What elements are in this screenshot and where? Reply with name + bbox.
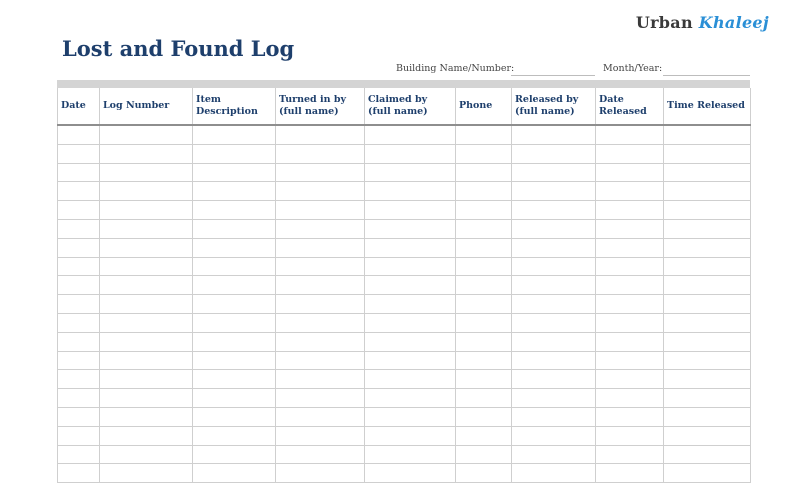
table-cell[interactable]	[365, 426, 456, 445]
table-cell[interactable]	[58, 257, 100, 276]
table-cell[interactable]	[664, 257, 751, 276]
table-cell[interactable]	[365, 125, 456, 144]
table-cell[interactable]	[276, 445, 365, 464]
table-row	[58, 407, 751, 426]
table-row	[58, 163, 751, 182]
table-cell[interactable]	[365, 257, 456, 276]
table-cell[interactable]	[365, 332, 456, 351]
table-cell[interactable]	[664, 219, 751, 238]
table-cell[interactable]	[512, 370, 596, 389]
table-cell[interactable]	[193, 257, 276, 276]
table-cell[interactable]	[456, 276, 512, 295]
table-cell[interactable]	[664, 238, 751, 257]
table-cell[interactable]	[100, 125, 193, 144]
table-cell[interactable]	[456, 295, 512, 314]
table-cell[interactable]	[58, 389, 100, 408]
table-cell[interactable]	[193, 201, 276, 220]
table-row	[58, 389, 751, 408]
table-cell[interactable]	[193, 445, 276, 464]
table-cell[interactable]	[456, 313, 512, 332]
table-cell[interactable]	[58, 426, 100, 445]
table-cell[interactable]	[58, 313, 100, 332]
table-cell[interactable]	[276, 332, 365, 351]
table-row	[58, 238, 751, 257]
table-cell[interactable]	[100, 276, 193, 295]
table-cell[interactable]	[664, 389, 751, 408]
table-cell[interactable]	[596, 351, 664, 370]
table-cell[interactable]	[276, 238, 365, 257]
table-cell[interactable]	[276, 389, 365, 408]
table-cell[interactable]	[193, 144, 276, 163]
table-cell[interactable]	[512, 201, 596, 220]
table-row	[58, 295, 751, 314]
header-bar	[57, 80, 750, 88]
table-cell[interactable]	[664, 295, 751, 314]
table-cell[interactable]	[456, 219, 512, 238]
table-cell[interactable]	[100, 295, 193, 314]
table-cell[interactable]	[100, 144, 193, 163]
table-cell[interactable]	[58, 219, 100, 238]
table-cell[interactable]	[193, 219, 276, 238]
month-year-field[interactable]	[663, 75, 750, 76]
table-cell[interactable]	[512, 426, 596, 445]
table-row	[58, 219, 751, 238]
table-cell[interactable]	[512, 144, 596, 163]
table-cell[interactable]	[664, 163, 751, 182]
table-cell[interactable]	[512, 276, 596, 295]
table-cell[interactable]	[512, 389, 596, 408]
table-cell[interactable]	[365, 144, 456, 163]
table-cell[interactable]	[365, 313, 456, 332]
table-cell[interactable]	[664, 125, 751, 144]
table-cell[interactable]	[58, 125, 100, 144]
table-cell[interactable]	[456, 257, 512, 276]
table-cell[interactable]	[193, 351, 276, 370]
table-cell[interactable]	[100, 332, 193, 351]
table-cell[interactable]	[100, 351, 193, 370]
table-row	[58, 370, 751, 389]
table-cell[interactable]	[456, 464, 512, 483]
table-row	[58, 464, 751, 483]
table-cell[interactable]	[512, 125, 596, 144]
brand-logo	[636, 13, 769, 32]
column-header-date: Date	[58, 88, 100, 125]
table-cell[interactable]	[193, 276, 276, 295]
table-cell[interactable]	[276, 426, 365, 445]
table-cell[interactable]	[596, 163, 664, 182]
table-cell[interactable]	[58, 144, 100, 163]
table-cell[interactable]	[100, 257, 193, 276]
table-cell[interactable]	[100, 464, 193, 483]
column-header-released-by: Released by (full name)	[512, 88, 596, 125]
table-row	[58, 257, 751, 276]
table-cell[interactable]	[664, 276, 751, 295]
table-cell[interactable]	[276, 276, 365, 295]
table-cell[interactable]	[512, 163, 596, 182]
table-cell[interactable]	[596, 464, 664, 483]
table-cell[interactable]	[456, 238, 512, 257]
table-cell[interactable]	[512, 238, 596, 257]
table-cell[interactable]	[193, 238, 276, 257]
table-cell[interactable]	[596, 182, 664, 201]
month-year-label: Month/Year:	[603, 63, 663, 74]
table-row	[58, 351, 751, 370]
table-cell[interactable]	[100, 219, 193, 238]
table-cell[interactable]	[664, 370, 751, 389]
table-cell[interactable]	[365, 182, 456, 201]
table-cell[interactable]	[58, 201, 100, 220]
table-row	[58, 332, 751, 351]
table-cell[interactable]	[456, 351, 512, 370]
table-cell[interactable]	[512, 351, 596, 370]
table-cell[interactable]	[276, 370, 365, 389]
table-cell[interactable]	[100, 313, 193, 332]
table-row	[58, 426, 751, 445]
table-cell[interactable]	[58, 370, 100, 389]
column-header-date-released: Date Released	[596, 88, 664, 125]
table-cell[interactable]	[365, 295, 456, 314]
table-cell[interactable]	[193, 313, 276, 332]
table-cell[interactable]	[596, 445, 664, 464]
table-cell[interactable]	[456, 201, 512, 220]
table-cell[interactable]	[365, 389, 456, 408]
building-label: Building Name/Number:	[396, 63, 515, 74]
table-cell[interactable]	[276, 407, 365, 426]
table-cell[interactable]	[276, 144, 365, 163]
table-row	[58, 182, 751, 201]
table-cell[interactable]	[664, 464, 751, 483]
logo-urban-text: Urban	[635, 13, 693, 32]
table-cell[interactable]	[596, 276, 664, 295]
table-cell[interactable]	[100, 407, 193, 426]
table-cell[interactable]	[456, 125, 512, 144]
table-cell[interactable]	[100, 370, 193, 389]
table-cell[interactable]	[596, 370, 664, 389]
building-field[interactable]	[511, 75, 595, 76]
table-cell[interactable]	[276, 351, 365, 370]
table-cell[interactable]	[58, 182, 100, 201]
table-cell[interactable]	[58, 351, 100, 370]
table-row	[58, 125, 751, 144]
table-cell[interactable]	[276, 182, 365, 201]
table-cell[interactable]	[512, 464, 596, 483]
column-header-turned-in-by: Turned in by (full name)	[276, 88, 365, 125]
table-cell[interactable]	[596, 257, 664, 276]
table-row	[58, 144, 751, 163]
table-cell[interactable]	[193, 332, 276, 351]
table-cell[interactable]	[664, 426, 751, 445]
table-cell[interactable]	[365, 351, 456, 370]
table-cell[interactable]	[58, 295, 100, 314]
page-title: Lost and Found Log	[62, 36, 295, 61]
table-cell[interactable]	[365, 407, 456, 426]
logo-khaleej-text: Khaleej	[698, 13, 769, 32]
table-cell[interactable]	[100, 201, 193, 220]
table-cell[interactable]	[100, 182, 193, 201]
table-cell[interactable]	[596, 201, 664, 220]
table-cell[interactable]	[664, 313, 751, 332]
table-cell[interactable]	[276, 163, 365, 182]
table-cell[interactable]	[664, 201, 751, 220]
table-cell[interactable]	[100, 163, 193, 182]
table-cell[interactable]	[512, 445, 596, 464]
table-row	[58, 445, 751, 464]
table-cell[interactable]	[596, 125, 664, 144]
column-header-log-number: Log Number	[100, 88, 193, 125]
table-cell[interactable]	[365, 276, 456, 295]
table-cell[interactable]	[456, 445, 512, 464]
table-cell[interactable]	[58, 407, 100, 426]
table-cell[interactable]	[276, 313, 365, 332]
table-cell[interactable]	[596, 389, 664, 408]
table-cell[interactable]	[276, 219, 365, 238]
table-cell[interactable]	[276, 201, 365, 220]
table-cell[interactable]	[365, 370, 456, 389]
table-cell[interactable]	[456, 332, 512, 351]
table-cell[interactable]	[193, 370, 276, 389]
table-cell[interactable]	[456, 389, 512, 408]
table-cell[interactable]	[664, 332, 751, 351]
table-cell[interactable]	[193, 426, 276, 445]
table-cell[interactable]	[664, 407, 751, 426]
table-cell[interactable]	[276, 295, 365, 314]
table-cell[interactable]	[365, 238, 456, 257]
table-cell[interactable]	[276, 125, 365, 144]
table-header-row	[58, 88, 751, 125]
table-cell[interactable]	[512, 332, 596, 351]
table-cell[interactable]	[596, 144, 664, 163]
table-cell[interactable]	[193, 182, 276, 201]
table-cell[interactable]	[58, 445, 100, 464]
table-cell[interactable]	[456, 407, 512, 426]
table-cell[interactable]	[193, 464, 276, 483]
table-cell[interactable]	[193, 125, 276, 144]
table-cell[interactable]	[100, 426, 193, 445]
table-cell[interactable]	[596, 219, 664, 238]
table-row	[58, 201, 751, 220]
table-cell[interactable]	[456, 182, 512, 201]
table-cell[interactable]	[100, 238, 193, 257]
table-cell[interactable]	[193, 295, 276, 314]
lost-found-table	[57, 88, 751, 483]
table-cell[interactable]	[58, 464, 100, 483]
table-row	[58, 276, 751, 295]
table-cell[interactable]	[193, 389, 276, 408]
table-cell[interactable]	[365, 445, 456, 464]
table-cell[interactable]	[58, 276, 100, 295]
table-cell[interactable]	[512, 257, 596, 276]
table-cell[interactable]	[365, 219, 456, 238]
table-cell[interactable]	[596, 313, 664, 332]
table-cell[interactable]	[512, 182, 596, 201]
table-cell[interactable]	[58, 163, 100, 182]
table-cell[interactable]	[456, 426, 512, 445]
table-cell[interactable]	[596, 295, 664, 314]
table-cell[interactable]	[596, 407, 664, 426]
table-row	[58, 313, 751, 332]
table-cell[interactable]	[365, 163, 456, 182]
table-cell[interactable]	[100, 389, 193, 408]
table-cell[interactable]	[276, 464, 365, 483]
column-header-time-released: Time Released	[664, 88, 751, 125]
table-cell[interactable]	[664, 144, 751, 163]
column-header-item-description: Item Description	[193, 88, 276, 125]
table-cell[interactable]	[100, 445, 193, 464]
table-cell[interactable]	[664, 445, 751, 464]
table-cell[interactable]	[456, 144, 512, 163]
table-cell[interactable]	[664, 351, 751, 370]
table-cell[interactable]	[512, 407, 596, 426]
table-cell[interactable]	[193, 163, 276, 182]
table-cell[interactable]	[276, 257, 365, 276]
table-cell[interactable]	[456, 370, 512, 389]
table-cell[interactable]	[58, 332, 100, 351]
table-cell[interactable]	[596, 426, 664, 445]
table-cell[interactable]	[456, 163, 512, 182]
column-header-phone: Phone	[456, 88, 512, 125]
table-cell[interactable]	[596, 332, 664, 351]
table-cell[interactable]	[58, 238, 100, 257]
table-cell[interactable]	[365, 464, 456, 483]
table-cell[interactable]	[512, 295, 596, 314]
table-body	[58, 125, 751, 483]
table-cell[interactable]	[596, 238, 664, 257]
table-cell[interactable]	[664, 182, 751, 201]
table-cell[interactable]	[512, 219, 596, 238]
column-header-claimed-by: Claimed by (full name)	[365, 88, 456, 125]
table-cell[interactable]	[365, 201, 456, 220]
table-cell[interactable]	[193, 407, 276, 426]
table-cell[interactable]	[512, 313, 596, 332]
